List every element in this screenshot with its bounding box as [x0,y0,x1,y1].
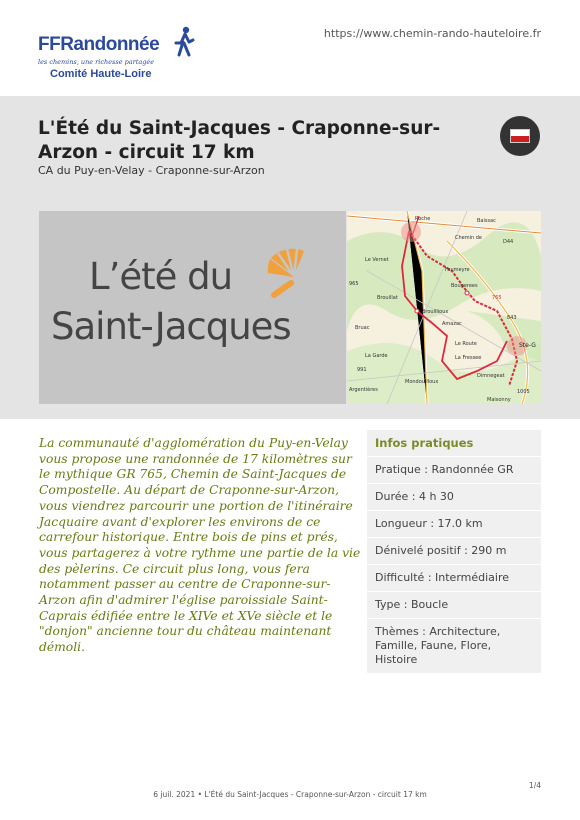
info-elevation: Dénivelé positif : 290 m [367,537,541,564]
map-label: D44 [503,239,514,245]
hiker-icon [173,26,195,58]
map-label: Mondouilloux [405,379,439,385]
route-map-graphic [347,211,541,404]
map-label: Le Route [455,341,477,347]
route-map[interactable] [347,211,541,404]
hero-logo-line2: Saint-Jacques [51,305,291,348]
hike-title: L'Été du Saint-Jacques - Craponne-sur-Arzon - circuit 17 km [38,118,441,163]
logo-tagline: les chemins, une richesse partagée [38,58,155,66]
map-label: 765 [492,295,502,301]
map-label: Bougerees [451,283,478,289]
map-label: 843 [507,315,517,321]
map-label: La Fressee [455,355,482,361]
map-label: Baissac [477,218,496,224]
footer-text: 6 juil. 2021 • L'Été du Saint-Jacques - Craponne-sur-Arzon - circuit 17 km [153,790,427,799]
page-header [0,0,580,96]
map-label: Amazac [442,321,462,327]
ffrandonnee-logo[interactable] [38,26,198,84]
infos-heading: Infos pratiques [375,436,474,450]
map-label: Chemin de [455,235,483,241]
map-label: Argentières [349,387,378,393]
hero-logo-image [39,211,346,404]
info-difficulty: Difficulté : Intermédiaire [367,564,541,591]
info-duration: Durée : 4 h 30 [367,483,541,510]
info-type: Type : Boucle [367,591,541,618]
map-label: Le Vernet [365,257,389,263]
info-themes: Thèmes : Architecture, Famille, Faune, Flore, Histoire [367,618,541,673]
map-label: Dimnegeat [477,373,505,379]
logo-committee: Comité Haute-Loire [50,68,152,80]
info-length: Longueur : 17.0 km [367,510,541,537]
flag-icon [510,129,530,143]
flag-badge [500,116,540,156]
map-label: Brouillat [377,295,398,301]
scallop-shell-icon [268,249,314,295]
infos-pratiques-panel [367,430,541,673]
hike-subtitle: CA du Puy-en-Velay - Craponne-sur-Arzon [38,164,265,177]
map-label: La Garde [365,353,388,359]
map-label: 1005 [517,389,530,395]
hero-logo-graphic [39,211,346,404]
map-label: Ste-G [519,342,536,349]
site-url[interactable]: https://www.chemin-rando-hauteloire.fr [323,27,541,40]
map-label: Brouillioux [422,309,449,315]
map-label: 965 [349,281,359,287]
page-number: 1/4 [528,781,541,790]
hero-logo-line1: L’été du [89,255,233,298]
map-label: Roche [415,216,431,222]
map-label: Maisonny [487,397,511,403]
logo-wordmark: FFRandonnée [38,34,160,55]
map-label: Bruac [355,325,370,331]
info-practice: Pratique : Randonnée GR [367,456,541,483]
map-label: 991 [357,367,367,373]
hike-description: La communauté d'agglomération du Puy-en-Velay vous propose une randonnée de 17 kilomètres sur le mythique GR 765, Chemin de Saint-Jacques de Compostelle. Au départ de Craponne-sur-Arzon, vous viendrez parcourir une portion de l'itinéraire Jacquaire avant d'explorer les environs de ce carrefour historique. Entre bois de pins et prés, vous partagerez à votre rythme une partie de la vie des pèlerins. Ce circuit plus long, vous fera notamment passer au centre de Craponne-sur-Arzon afin d'admirer l'église paroissiale Saint-Caprais édifiée entre le XIVe et XVe siècle et le "donjon" ancienne tour du château maintenant démoli. [39,436,361,655]
map-label: Faumeyre [445,267,470,273]
